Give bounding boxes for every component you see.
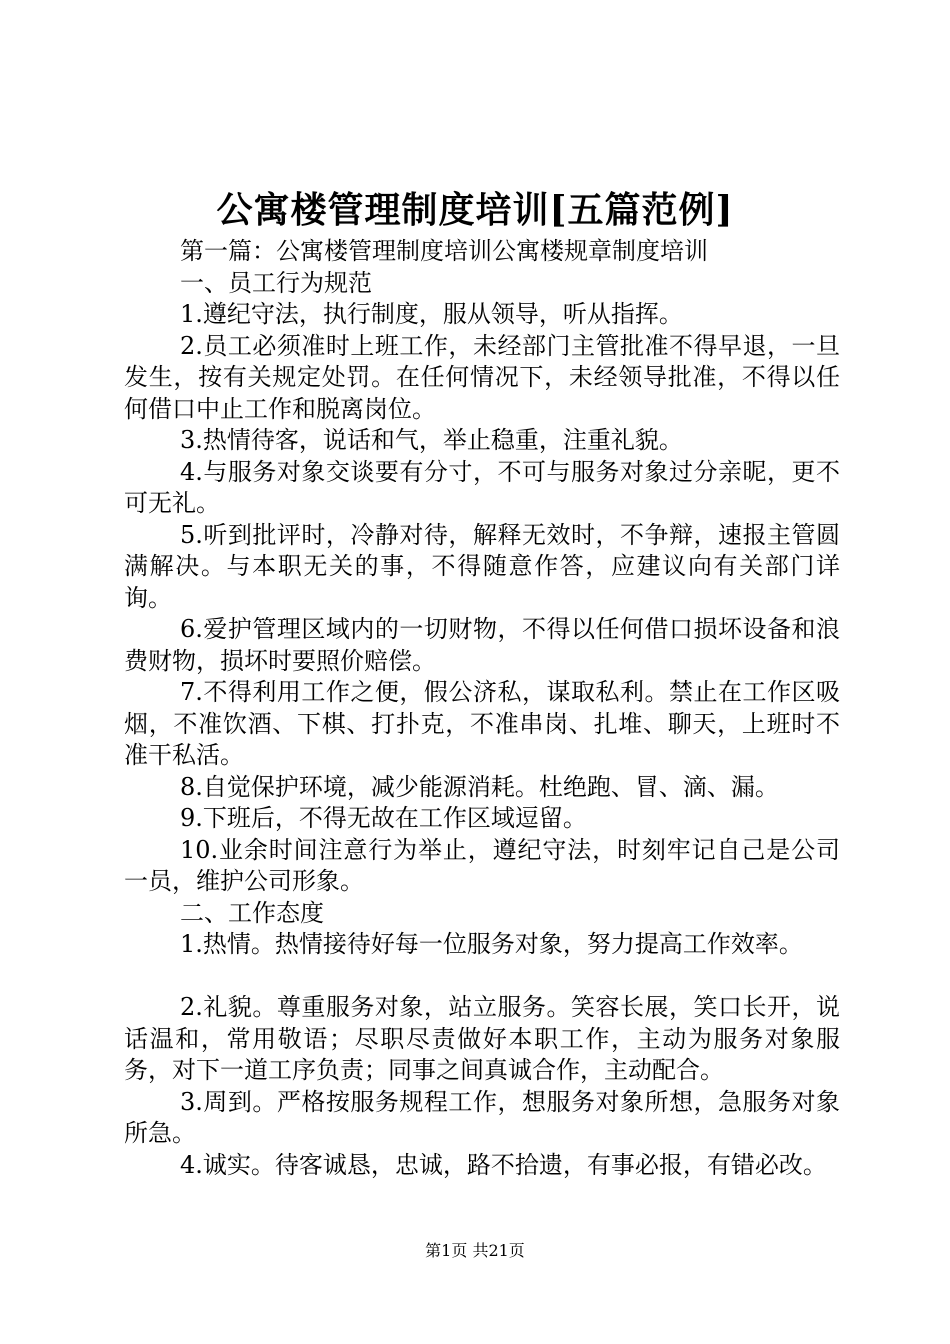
paragraph-rule-7: 7.不得利用工作之便，假公济私，谋取私利。禁止在工作区吸烟，不准饮酒、下棋、打扑克，不准串岗、扎堆、聊天，上班时不准干私活。 (124, 678, 840, 769)
paragraph-chapter-heading: 第一篇：公寓楼管理制度培训公寓楼规章制度培训 (180, 237, 708, 265)
document-title: 公寓楼管理制度培训[五篇范例] (216, 189, 734, 231)
paragraph-rule-3: 3.热情待客，说话和气，举止稳重，注重礼貌。 (180, 426, 683, 454)
paragraph-section-heading-1: 一、员工行为规范 (180, 268, 372, 297)
document-body (124, 236, 840, 1181)
paragraph-attitude-3: 3.周到。严格按服务规程工作，想服务对象所想，急服务对象所急。 (124, 1087, 840, 1147)
paragraph-attitude-1: 1.热情。热情接待好每一位服务对象，努力提高工作效率。 (180, 930, 803, 958)
paragraph-rule-9: 9.下班后，不得无故在工作区域逗留。 (180, 804, 587, 832)
paragraph-rule-6: 6.爱护管理区域内的一切财物，不得以任何借口损坏设备和浪费财物，损坏时要照价赔偿。 (124, 615, 840, 675)
paragraph-rule-10: 10.业余时间注意行为举止，遵纪守法，时刻牢记自己是公司一员，维护公司形象。 (124, 835, 840, 895)
paragraph-section-heading-2: 二、工作态度 (180, 898, 324, 927)
paragraph-rule-1: 1.遵纪守法，执行制度，服从领导，听从指挥。 (180, 300, 683, 328)
paragraph-attitude-2: 2.礼貌。尊重服务对象，站立服务。笑容长展，笑口长开，说话温和，常用敬语；尽职尽责做好本职工作，主动为服务对象服务，对下一道工序负责；同事之间真诚合作，主动配合。 (124, 993, 840, 1084)
blank-line (124, 961, 840, 993)
paragraph-rule-4: 4.与服务对象交谈要有分寸，不可与服务对象过分亲昵，更不可无礼。 (124, 457, 840, 517)
paragraph-attitude-4: 4.诚实。待客诚恳，忠诚，路不拾遗，有事必报，有错必改。 (180, 1150, 827, 1179)
page-footer: 第1页 共21页 (425, 1241, 525, 1260)
paragraph-rule-8: 8.自觉保护环境，减少能源消耗。杜绝跑、冒、滴、漏。 (180, 772, 779, 801)
paragraph-rule-5: 5.听到批评时，冷静对待，解释无效时，不争辩，速报主管圆满解决。与本职无关的事，不得随意作答，应建议向有关部门详询。 (124, 520, 840, 612)
paragraph-rule-2: 2.员工必须准时上班工作，未经部门主管批准不得早退，一旦发生，按有关规定处罚。在任何情况下，未经领导批准，不得以任何借口中止工作和脱离岗位。 (124, 331, 840, 423)
